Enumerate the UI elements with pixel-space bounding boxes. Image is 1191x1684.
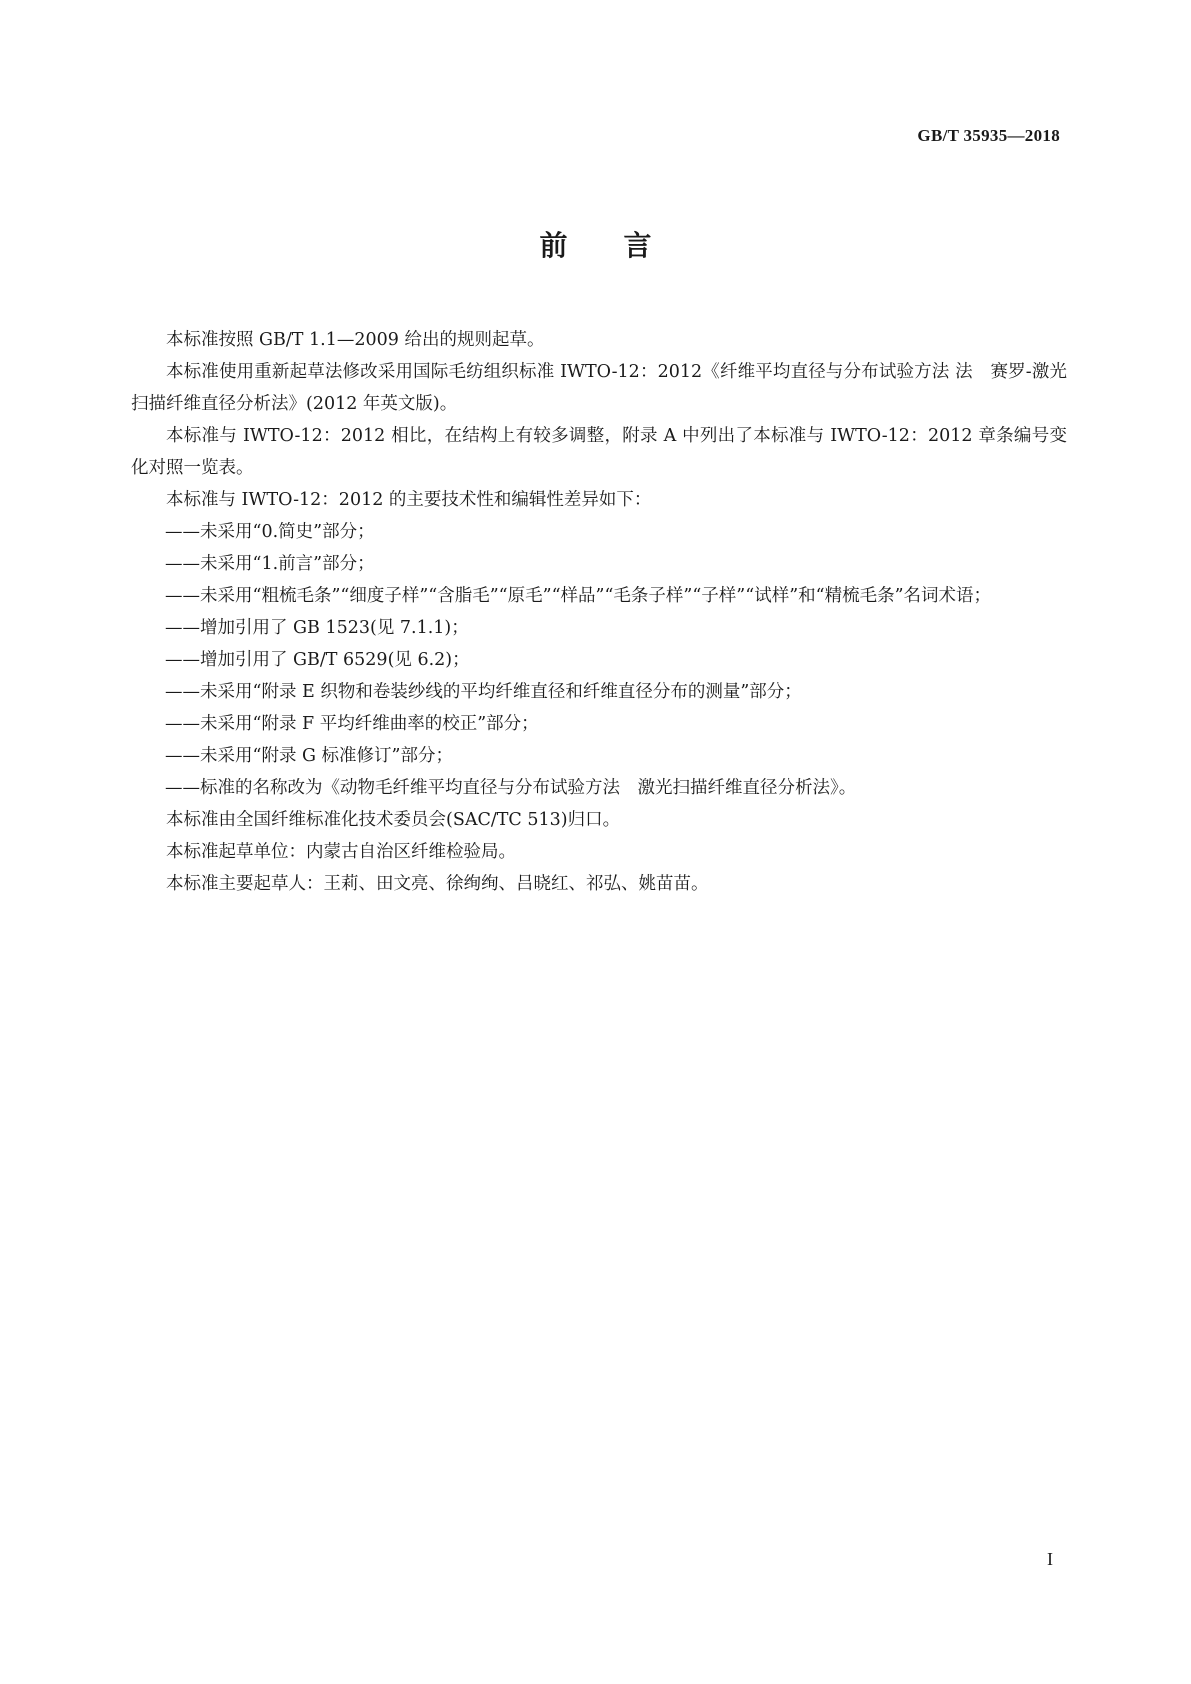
- list-item: ——未采用“0.简史”部分；: [165, 522, 375, 542]
- list-item: ——未采用“附录 F 平均纤维曲率的校正”部分；: [165, 714, 539, 734]
- paragraph-differences-intro: 本标准与 IWTO-12：2012 的主要技术性和编辑性差异如下：: [166, 490, 652, 510]
- list-item: ——未采用“附录 E 织物和卷装纱线的平均纤维直径和纤维直径分布的测量”部分；: [165, 682, 802, 702]
- list-item: ——增加引用了 GB/T 6529(见 6.2)；: [165, 650, 470, 670]
- paragraph-adoption: 本标准使用重新起草法修改采用国际毛纺组织标准 IWTO-12：2012《纤维平均直径与分布试验方法 法 赛罗-激光扫描纤维直径分析法》(2012 年英文版)。: [131, 362, 1067, 414]
- document-code: GB/T 35935—2018: [917, 126, 1060, 145]
- paragraph-drafting-unit: 本标准起草单位：内蒙古自治区纤维检验局。: [166, 842, 516, 862]
- list-item: ——增加引用了 GB 1523(见 7.1.1)；: [165, 618, 469, 638]
- document-body: [131, 324, 1067, 900]
- page-number: I: [1047, 1549, 1053, 1569]
- paragraph-structure-changes: 本标准与 IWTO-12：2012 相比，在结构上有较多调整，附录 A 中列出了本标准与 IWTO-12：2012 章条编号变化对照一览表。: [131, 426, 1067, 478]
- difference-list: [131, 516, 1067, 804]
- list-item: ——未采用“1.前言”部分；: [165, 554, 375, 574]
- paragraph-drafting-rules: 本标准按照 GB/T 1.1—2009 给出的规则起草。: [166, 330, 545, 350]
- list-item: ——标准的名称改为《动物毛纤维平均直径与分布试验方法 激光扫描纤维直径分析法》。: [165, 778, 857, 798]
- page-title: 前言: [539, 229, 708, 262]
- paragraph-drafters: 本标准主要起草人：王莉、田文亮、徐绚绚、吕晓红、祁弘、姚苗苗。: [166, 874, 709, 894]
- list-item: ——未采用“附录 G 标准修订”部分；: [165, 746, 453, 766]
- paragraph-responsible-committee: 本标准由全国纤维标准化技术委员会(SAC/TC 513)归口。: [166, 810, 621, 830]
- list-item: ——未采用“粗梳毛条”“细度子样”“含脂毛”“原毛”“样品”“毛条子样”“子样”“试样”和“精梳毛条”名词术语；: [165, 586, 992, 606]
